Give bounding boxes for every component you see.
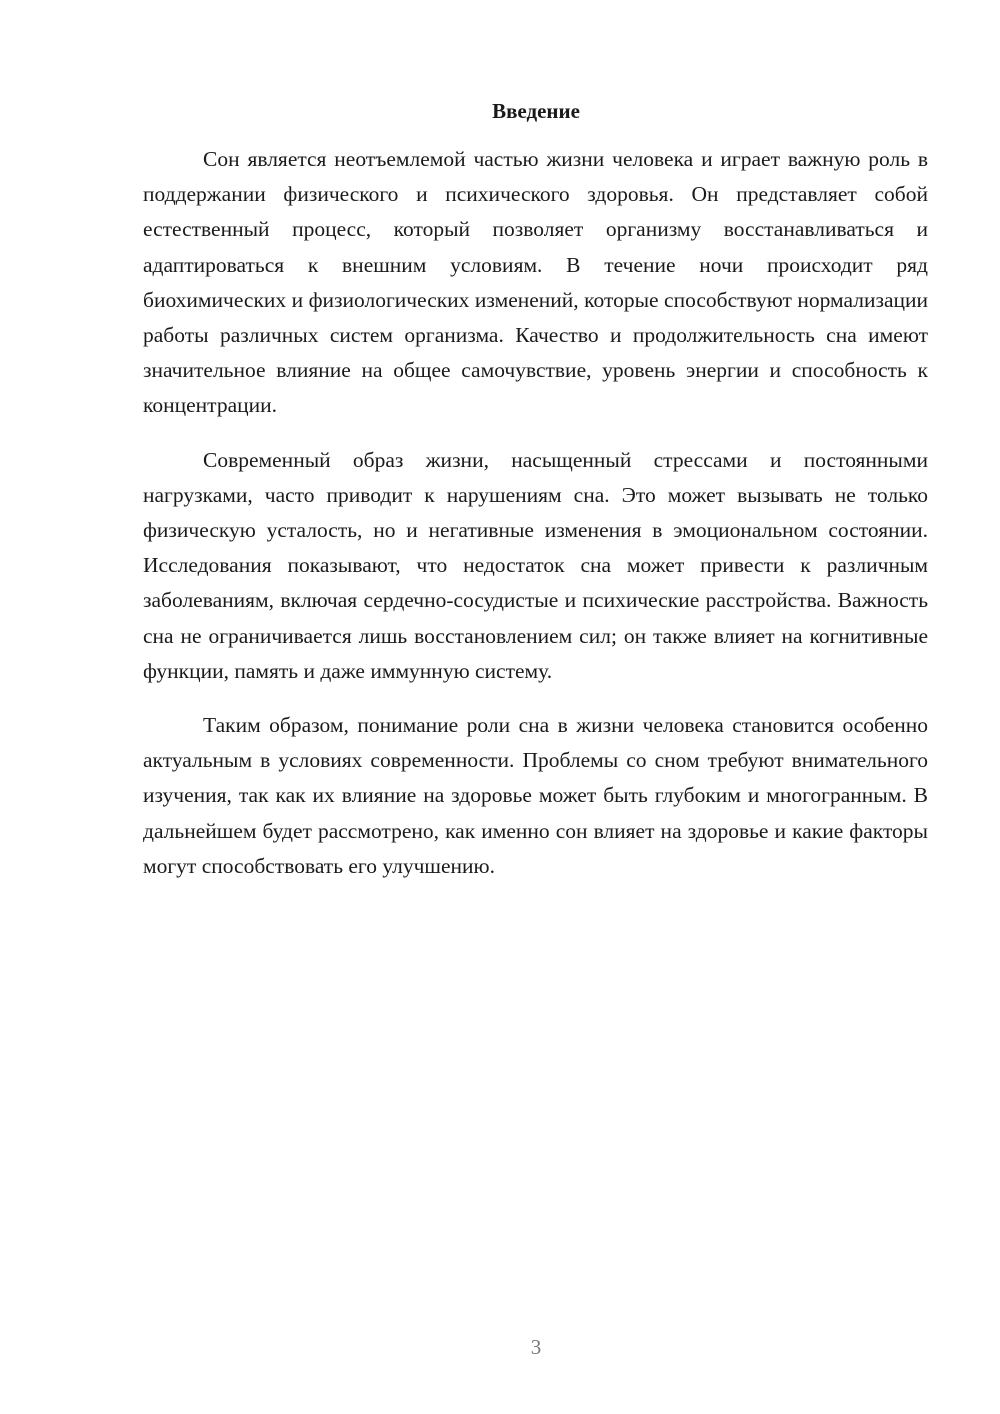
- page-title: Введение: [492, 99, 580, 123]
- page-number: 3: [530, 1335, 542, 1359]
- document-body: [143, 142, 928, 903]
- paragraph-3: Таким образом, понимание роли сна в жизни человека становится особенно актуальным в условиях современности. Проблемы со сном требуют внимательного изучения, так как их влияние на здоровье может быть глубоким и многогранным. В дальнейшем будет рассмотрено, как именно сон влияет на здоровье и какие факторы могут способствовать его улучшению.: [143, 713, 928, 878]
- paragraph-1: Сон является неотъемлемой частью жизни человека и играет важную роль в поддержании физического и психического здоровья. Он представляет собой естественный процесс, который позволяет организму восстанавливаться и адаптироваться к внешним условиям. В течение ночи происходит ряд биохимических и физиологических изменений, которые способствуют нормализации работы различных систем организма. Качество и продолжительность сна имеют значительное влияние на общее самочувствие, уровень энергии и способность к концентрации.: [143, 147, 928, 418]
- paragraph-2: Современный образ жизни, насыщенный стрессами и постоянными нагрузками, часто приводит к нарушениям сна. Это может вызывать не только физическую усталость, но и негативные изменения в эмоциональном состоянии. Исследования показывают, что недостаток сна может привести к различным заболеваниям, включая сердечно-сосудистые и психические расстройства. Важность сна не ограничивается лишь восстановлением сил; он также влияет на когнитивные функции, память и даже иммунную систему.: [143, 447, 928, 683]
